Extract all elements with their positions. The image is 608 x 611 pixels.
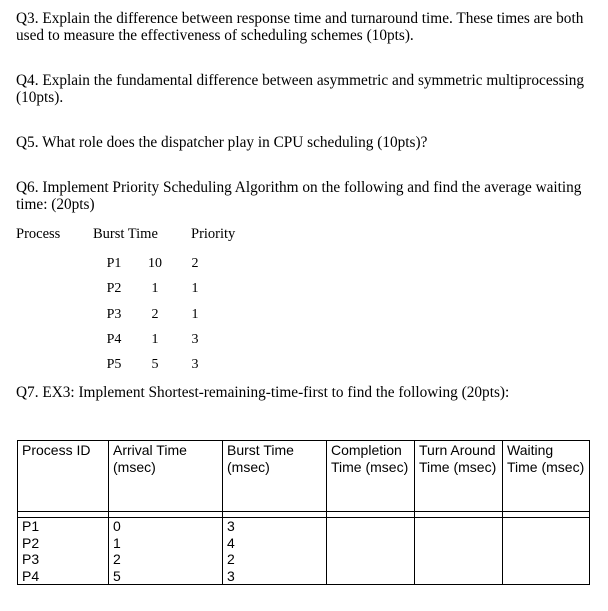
pid-cell: P3 xyxy=(18,551,109,568)
header-process-id: Process ID xyxy=(18,441,109,512)
burst-cell: 2 xyxy=(223,551,327,568)
burst-cell: 1 xyxy=(151,332,159,347)
turnaround-cell xyxy=(415,568,503,585)
header-arrival-time: Arrival Time (msec) xyxy=(109,441,223,512)
priority-cell: 1 xyxy=(191,281,199,296)
table-row xyxy=(18,518,590,535)
header-priority: Priority xyxy=(191,226,236,242)
waiting-cell xyxy=(503,551,590,568)
process-cell: P5 xyxy=(106,357,122,372)
arrival-cell: 5 xyxy=(109,568,223,585)
table-row xyxy=(18,535,590,552)
burst-cell: 5 xyxy=(151,357,159,372)
header-turnaround-time: Turn Around Time (msec) xyxy=(415,441,503,512)
burst-cell: 4 xyxy=(223,535,327,552)
table-row xyxy=(18,551,590,568)
pid-cell: P2 xyxy=(18,535,109,552)
process-cell: P4 xyxy=(106,332,122,347)
pid-cell: P4 xyxy=(18,568,109,585)
arrival-cell: 1 xyxy=(109,535,223,552)
table-row xyxy=(18,568,590,585)
burst-cell: 10 xyxy=(148,256,162,271)
srtf-table xyxy=(17,440,590,585)
turnaround-cell xyxy=(415,518,503,535)
burst-cell: 1 xyxy=(151,281,159,296)
completion-cell xyxy=(327,568,415,585)
priority-cell: 3 xyxy=(191,357,199,372)
turnaround-cell xyxy=(415,551,503,568)
priority-cell: 1 xyxy=(191,307,199,322)
arrival-cell: 0 xyxy=(109,518,223,535)
waiting-cell xyxy=(503,568,590,585)
header-process: Process xyxy=(16,226,61,242)
arrival-cell: 2 xyxy=(109,551,223,568)
burst-cell: 3 xyxy=(223,568,327,585)
header-waiting-time: Waiting Time (msec) xyxy=(503,441,590,512)
priority-cell: 2 xyxy=(191,256,199,271)
header-burst-time: Burst Time (msec) xyxy=(223,441,327,512)
process-cell: P3 xyxy=(106,307,122,322)
process-cell: P1 xyxy=(106,256,122,271)
question-3: Q3. Explain the difference between response time and turnaround time. These times are both used to measure the effectiveness of scheduling schemes (10pts). xyxy=(16,10,584,44)
completion-cell xyxy=(327,551,415,568)
question-5: Q5. What role does the dispatcher play in CPU scheduling (10pts)? xyxy=(16,134,428,151)
completion-cell xyxy=(327,518,415,535)
burst-cell: 2 xyxy=(151,307,159,322)
turnaround-cell xyxy=(415,535,503,552)
completion-cell xyxy=(327,535,415,552)
question-6: Q6. Implement Priority Scheduling Algorithm on the following and find the average waiting time: (20pts) xyxy=(16,179,582,213)
burst-cell: 3 xyxy=(223,518,327,535)
waiting-cell xyxy=(503,535,590,552)
pid-cell: P1 xyxy=(18,518,109,535)
question-7: Q7. EX3: Implement Shortest-remaining-time-first to find the following (20pts): xyxy=(16,384,510,401)
question-4: Q4. Explain the fundamental difference between asymmetric and symmetric multiprocessing (10pts). xyxy=(16,72,585,106)
priority-cell: 3 xyxy=(191,332,199,347)
waiting-cell xyxy=(503,518,590,535)
process-cell: P2 xyxy=(106,281,122,296)
table-header-row xyxy=(18,441,590,512)
header-burst-time: Burst Time xyxy=(93,226,158,242)
header-completion-time: Completion Time (msec) xyxy=(327,441,415,512)
